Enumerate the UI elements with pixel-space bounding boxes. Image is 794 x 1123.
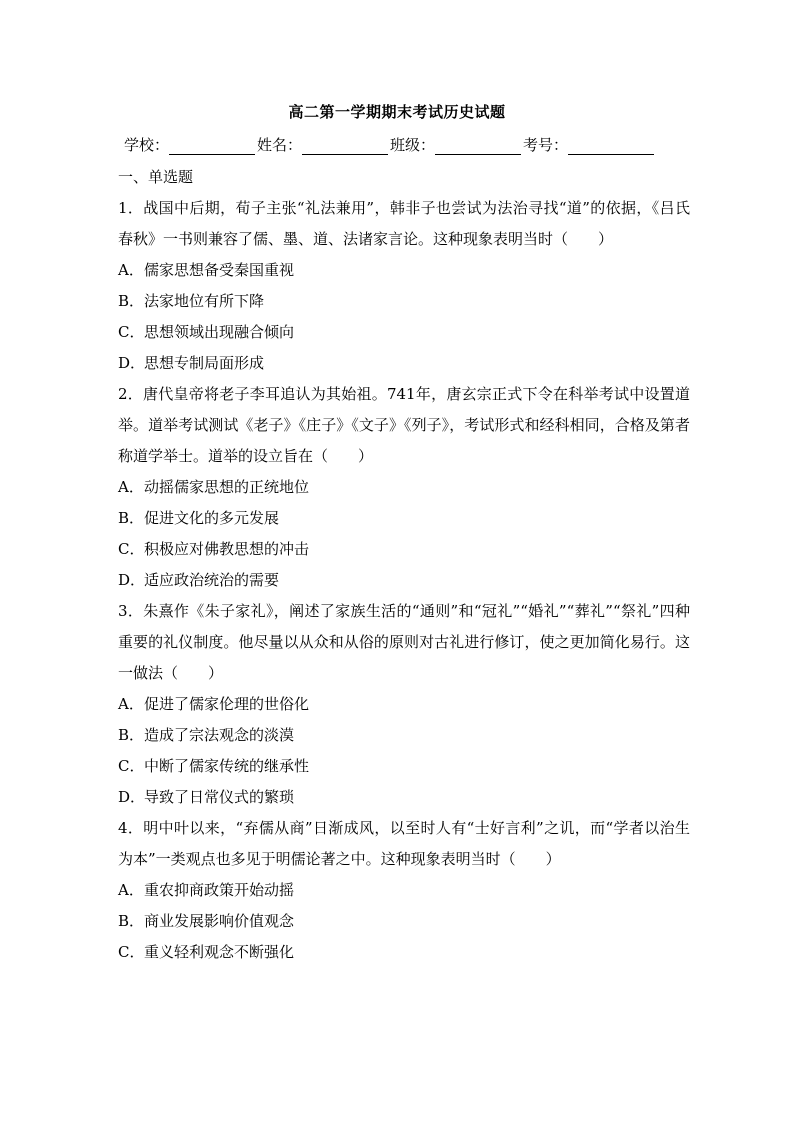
option-b	[118, 720, 690, 751]
question-stem: 4．明中叶以来，“弃儒从商”日渐成风，以至时人有“士好言利”之讥，而“学者以治生为本”一类观点也多见于明儒论著之中。这种现象表明当时（ ）	[118, 819, 690, 868]
option-text: 积极应对佛教思想的冲击	[144, 540, 310, 558]
option-text: 动摇儒家思想的正统地位	[144, 478, 310, 496]
option-d	[118, 348, 690, 379]
question-stem: 2．唐代皇帝将老子李耳追认为其始祖。741年，唐玄宗正式下令在科举考试中设置道举。道举考试测试《老子》《庄子》《文子》《列子》，考试形式和经科相同，合格及第者称道学举士。道举的设立旨在（ ）	[118, 385, 690, 465]
option-text: 中断了儒家传统的继承性	[144, 757, 310, 775]
option-a	[118, 689, 690, 720]
option-letter: C．	[118, 757, 145, 775]
option-letter: A．	[118, 261, 144, 279]
student-info-row	[124, 133, 684, 155]
option-letter: B．	[118, 726, 145, 744]
name-label: 姓名：	[257, 136, 303, 154]
option-letter: A．	[118, 478, 144, 496]
option-letter: D．	[118, 788, 146, 806]
option-a	[118, 255, 690, 286]
option-b	[118, 286, 690, 317]
option-text: 重义轻利观念不断强化	[144, 943, 295, 961]
option-c	[118, 534, 690, 565]
option-letter: A．	[118, 695, 144, 713]
option-letter: B．	[118, 292, 145, 310]
option-text: 促进文化的多元发展	[144, 509, 280, 527]
section-heading: 一、单选题	[118, 168, 194, 186]
option-letter: B．	[118, 509, 145, 527]
exam-title: 高二第一学期期末考试历史试题	[288, 103, 506, 121]
option-d	[118, 782, 690, 813]
question-stem: 1．战国中后期，荀子主张“礼法兼用”，韩非子也尝试为法治寻找“道”的依据，《吕氏春秋》一书则兼容了儒、墨、道、法诸家言论。这种现象表明当时（ ）	[118, 199, 690, 248]
option-text: 思想领域出现融合倾向	[144, 323, 295, 341]
option-b	[118, 503, 690, 534]
option-text: 导致了日常仪式的繁琐	[144, 788, 295, 806]
option-a	[118, 472, 690, 503]
question-1	[118, 193, 690, 379]
option-b	[118, 906, 690, 937]
option-letter: D．	[118, 571, 146, 589]
question-2	[118, 379, 690, 596]
option-letter: C．	[118, 323, 145, 341]
option-letter: B．	[118, 912, 145, 930]
name-blank	[302, 137, 388, 155]
option-c	[118, 317, 690, 348]
option-text: 造成了宗法观念的淡漠	[144, 726, 295, 744]
number-label: 考号：	[523, 136, 569, 154]
exam-content	[118, 162, 690, 968]
option-d	[118, 565, 690, 596]
class-label: 班级：	[390, 136, 436, 154]
option-letter: C．	[118, 943, 145, 961]
option-a	[118, 875, 690, 906]
class-blank	[435, 137, 521, 155]
number-blank	[568, 137, 654, 155]
option-text: 法家地位有所下降	[144, 292, 265, 310]
option-letter: C．	[118, 540, 145, 558]
option-c	[118, 937, 690, 968]
question-4	[118, 813, 690, 968]
school-blank	[169, 137, 255, 155]
option-text: 儒家思想备受秦国重视	[144, 261, 295, 279]
option-letter: D．	[118, 354, 146, 372]
option-text: 重农抑商政策开始动摇	[144, 881, 295, 899]
question-3	[118, 596, 690, 813]
option-text: 思想专制局面形成	[144, 354, 265, 372]
option-c	[118, 751, 690, 782]
option-text: 商业发展影响价值观念	[144, 912, 295, 930]
option-text: 促进了儒家伦理的世俗化	[144, 695, 310, 713]
option-text: 适应政治统治的需要	[144, 571, 280, 589]
question-stem: 3．朱熹作《朱子家礼》，阐述了家族生活的“通则”和“冠礼”“婚礼”“葬礼”“祭礼”四种重要的礼仪制度。他尽量以从众和从俗的原则对古礼进行修订，使之更加简化易行。这一做法（ ）	[118, 602, 690, 682]
option-letter: A．	[118, 881, 144, 899]
school-label: 学校：	[124, 136, 170, 154]
